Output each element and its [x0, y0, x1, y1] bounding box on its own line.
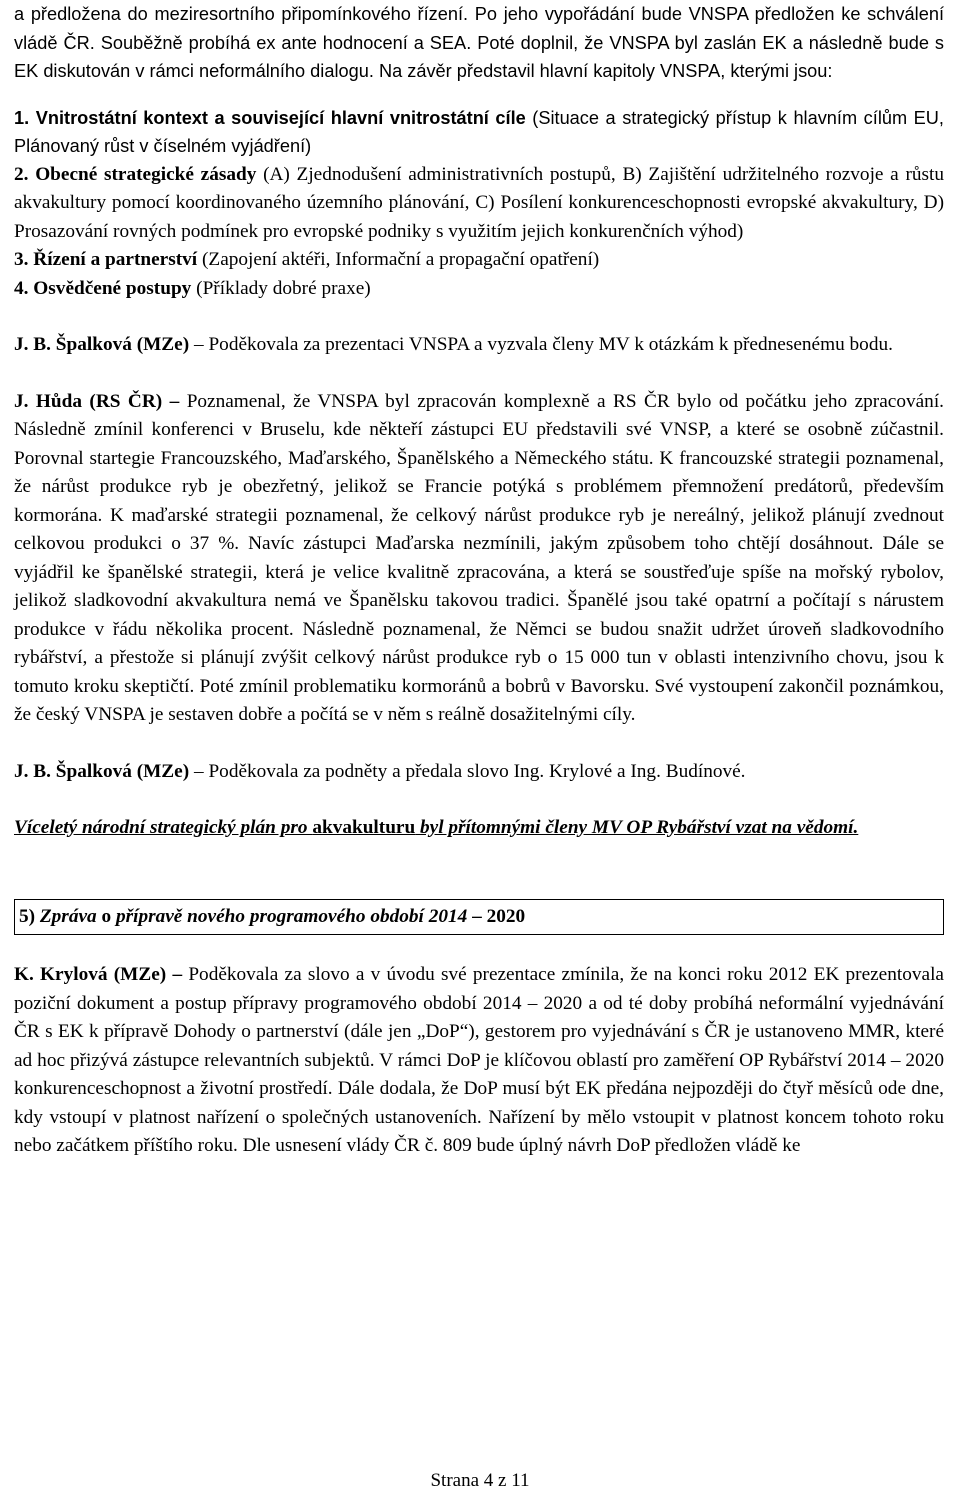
speaker-text: Poděkovala za prezentaci VNSPA a vyzvala členy MV k otázkám k přednesenému bodu.	[208, 334, 893, 355]
speaker-paragraph-2	[14, 388, 944, 730]
chapter-text: (Příklady dobré praxe)	[196, 277, 371, 299]
em-dash: –	[172, 964, 183, 985]
section-title-part: o	[101, 905, 112, 927]
document-page	[14, 0, 944, 1161]
speaker-name: J. B. Špalková (MZe)	[14, 334, 190, 355]
chapter-item-4	[14, 275, 944, 304]
chapter-item-1	[14, 104, 944, 161]
section-title-dash: –	[472, 905, 482, 927]
speaker-name: J. Hůda (RS ČR)	[14, 390, 163, 412]
chapter-number: 3.	[14, 249, 29, 270]
em-dash: –	[193, 760, 204, 782]
chapter-text: (Zapojení aktéři, Informační a propagační opatření)	[202, 249, 600, 270]
section-title-part: Zpráva	[39, 905, 97, 927]
speaker-paragraph-4	[14, 961, 944, 1161]
speaker-text: Poděkovala za podněty a předala slovo Ing. Krylové a Ing. Budínové.	[208, 760, 746, 782]
section-title-part: přípravě nového programového období 2014	[115, 905, 468, 927]
em-dash: –	[193, 334, 204, 355]
chapter-title: Osvědčené postupy	[33, 277, 192, 299]
chapter-number: 4.	[14, 277, 29, 299]
chapter-text: (A) Zjednodušení administrativních postupů, B) Zajištění udržitelného rozvoje a růstu akvakultury pomocí koordinovaného územního plánování, C) Posílení konkurenceschopnosti evropské akvakultury, D) Prosazování rovných podmínek pro evropské podniky s využitím jejich konkurenčních výhod)	[14, 163, 945, 242]
intro-paragraph: a předložena do meziresortního připomínkového řízení. Po jeho vypořádání bude VNSPA předložen ke schválení vládě ČR. Souběžně probíhá ex ante hodnocení a SEA. Poté doplnil, že VNSPA byl zaslán EK a následně bude s EK diskutován v rámci neformálního dialogu. Na závěr představil hlavní kapitoly VNSPA, kterými jsou:	[14, 4, 944, 81]
chapter-number: 2.	[14, 163, 29, 185]
resolution-part: byl přítomnými členy MV OP Rybářství vzat na vědomí.	[420, 817, 859, 838]
chapter-number: 1.	[14, 107, 30, 128]
chapter-title: Vnitrostátní kontext a související hlavní vnitrostátní cíle	[35, 107, 526, 128]
chapter-item-3	[14, 246, 944, 275]
chapter-text: (Situace a strategický přístup k hlavním cílům EU, Plánovaný růst v číselném vyjádření)	[14, 107, 944, 156]
section-number: 5)	[19, 905, 36, 927]
speaker-paragraph-1	[14, 331, 944, 360]
speaker-name: J. B. Špalková (MZe)	[14, 760, 190, 782]
speaker-name: K. Krylová (MZe)	[14, 964, 167, 985]
section-heading-box	[14, 899, 944, 936]
section-title-year: 2020	[486, 905, 526, 927]
resolution-part: Víceletý národní strategický plán pro	[14, 817, 308, 838]
resolution-statement	[14, 814, 944, 843]
page-footer: Strana 4 z 11	[430, 1470, 530, 1491]
speaker-text: Poznamenal, že VNSPA byl zpracován komplexně a RS ČR bylo od počátku jeho zpracování. Následně zmínil konferenci v Bruselu, kde někteří zástupci EU představili své VNSP, a které se osobně zúčastnil. Porovnal startegie Francouzského, Maďarského, Španělského a Německého státu. K francouzské strategii poznamenal, že nárůst produkce ryb je obezřetný, jelikož se Francie potýká s problémem přemnožení predátorů, především kormorána. K maďarské strategii poznamenal, že celkový nárůst produkce ryb je nereálný, jelikož plánují zvednout celkovou produkci o 37 %. Navíc zástupci Maďarska nezmínili, jakým způsobem toho chtějí dosáhnout. Dále se vyjádřil ke španělské strategii, která je velice kvalitně zpracována, a která se soustřeďuje spíše na mořský rybolov, jelikož sladkovodní akvakultura nemá ve Španělsku takovou tradici. Španělé jsou také opatrní a počítají s nárustem produkce v řádu několika procent. Následně poznamenal, že Němci se budou snažit udržet úroveň sladkovodního rybářství, a přestože si plánují zvýšit celkový nárůst produkce ryb o 15 000 tun v oblasti intenzivního chovu, jsou k tomuto kroku skeptičtí. Poté zmínil problematiku kormoránů a bobrů v Bavorsku. Své vystoupení zakončil poznámkou, že český VNSPA je sestaven dobře a počítá se v něm s reálně dosažitelnými cíly.	[14, 390, 944, 725]
resolution-part: akvakulturu	[312, 817, 416, 838]
chapter-item-2	[14, 161, 944, 247]
speaker-text: Poděkovala za slovo a v úvodu své prezentace zmínila, že na konci roku 2012 EK prezentovala poziční dokument a postup přípravy programového období 2014 – 2020 a od té doby probíhá neformální vyjednávání ČR s EK k přípravě Dohody o partnerství (dále jen „DoP“), gestorem pro vyjednávání s ČR je ustanoveno MMR, které ad hoc přizývá zástupce relevantních subjektů. V rámci DoP je klíčovou oblastí pro zaměření OP Rybářství 2014 – 2020 konkurenceschopnost a životní prostředí. Dále dodala, že DoP musí být EK předána nejpozději do čtyř měsíců ode dne, kdy vstoupí v platnost nařízení o společných ustanoveních. Nařízení by mělo vstoupit v platnost koncem tohoto roku nebo začátkem příštího roku. Dle usnesení vlády ČR č. 809 bude úplný návrh DoP předložen vládě ke	[14, 964, 944, 1156]
chapter-title: Řízení a partnerství	[33, 249, 198, 270]
chapter-title: Obecné strategické zásady	[35, 163, 257, 185]
speaker-paragraph-3	[14, 758, 944, 787]
em-dash: –	[169, 390, 180, 412]
